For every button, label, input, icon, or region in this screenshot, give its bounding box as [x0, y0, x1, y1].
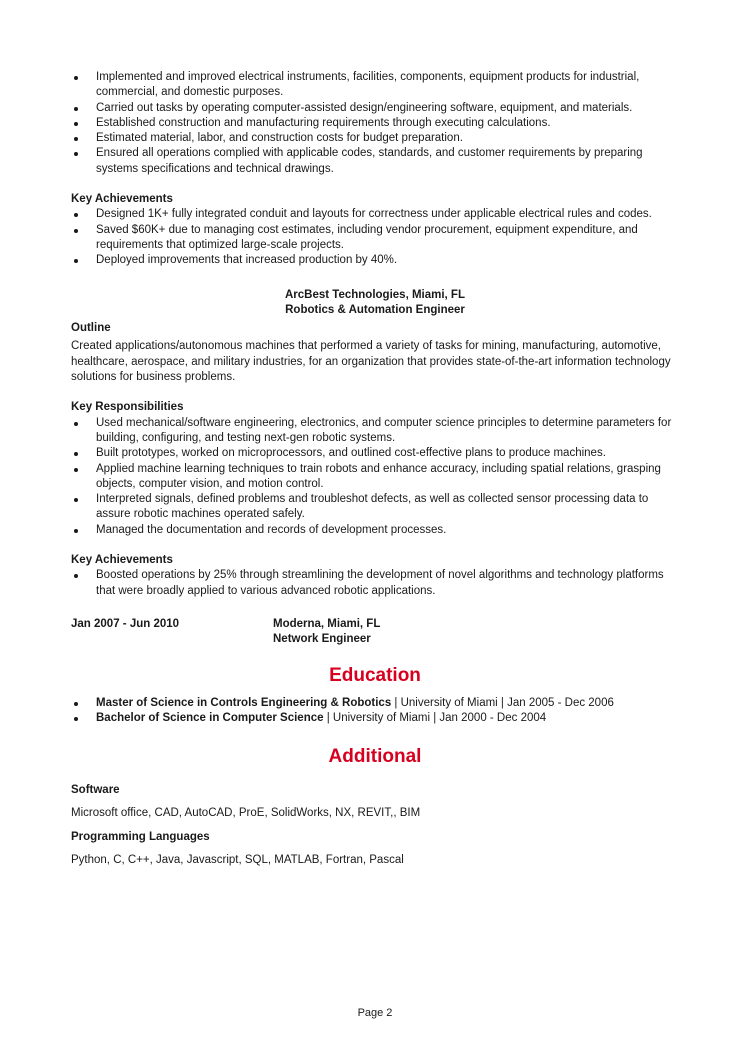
job2-title: Robotics & Automation Engineer [285, 303, 465, 316]
programming-heading: Programming Languages [71, 830, 210, 843]
education-degree: Master of Science in Controls Engineering & Robotics [96, 696, 392, 709]
list-item: Implemented and improved electrical instruments, facilities, components, equipment products for industrial, commercial, and domestic purposes. [71, 70, 679, 101]
job2-achievements-heading: Key Achievements [71, 554, 173, 567]
job3-dates: Jan 2007 - Jun 2010 [71, 617, 180, 630]
list-item: Deployed improvements that increased production by 40%. [71, 253, 679, 268]
list-item: Established construction and manufacturing requirements through executing calculations. [71, 116, 679, 131]
list-item: Saved $60K+ due to managing cost estimates, including vendor procurement, equipment expenditure, and requirements that optimized large-scale projects. [71, 223, 679, 254]
education-heading: Education [329, 664, 421, 686]
list-item: Boosted operations by 25% through streamlining the development of novel algorithms and technology platforms that were broadly applied to various advanced robotic applications. [71, 568, 679, 599]
list-item: Managed the documentation and records of development processes. [71, 523, 679, 538]
education-item [71, 696, 679, 711]
education-list [71, 696, 679, 727]
list-item: Used mechanical/software engineering, electronics, and computer science principles to determine parameters for building, configuring, and testing next-gen robotic systems. [71, 416, 679, 447]
job3-header [71, 617, 679, 648]
resume-content [71, 70, 679, 868]
education-details: | University of Miami | Jan 2000 - Dec 2004 [323, 711, 547, 724]
job2-company: ArcBest Technologies, Miami, FL [285, 288, 465, 301]
list-item: Interpreted signals, defined problems and troubleshot defects, as well as collected sensor processing data to assure robotic machines operated safely. [71, 492, 679, 523]
programming-text: Python, C, C++, Java, Javascript, SQL, MATLAB, Fortran, Pascal [71, 853, 404, 866]
job1-achievements-list [71, 207, 679, 268]
job2-responsibilities-heading: Key Responsibilities [71, 401, 184, 414]
job2-outline-text: Created applications/autonomous machines that performed a variety of tasks for mining, manufacturing, automotive, healthcare, aerospace, and military industries, for an organization that provides state-of-the-art information technology solutions for business problems. [71, 340, 671, 384]
job3-company: Moderna, Miami, FL [273, 617, 381, 630]
list-item: Applied machine learning techniques to train robots and enhance accuracy, including spatial relations, grasping objects, computer vision, and motion control. [71, 462, 679, 493]
job2-header [71, 288, 679, 319]
education-degree: Bachelor of Science in Computer Science [96, 711, 324, 724]
job1-responsibilities-list [71, 70, 679, 177]
page-number: Page 2 [357, 1007, 393, 1019]
additional-heading: Additional [328, 746, 422, 768]
list-item: Designed 1K+ fully integrated conduit and layouts for correctness under applicable electrical rules and codes. [71, 207, 679, 222]
list-item: Carried out tasks by operating computer-assisted design/engineering software, equipment, and materials. [71, 101, 679, 116]
list-item: Ensured all operations complied with applicable codes, standards, and customer requirements by preparing systems specifications and technical drawings. [71, 146, 679, 177]
job3-title: Network Engineer [273, 633, 371, 646]
job2-achievements-list [71, 568, 679, 599]
job2-responsibilities-list [71, 416, 679, 538]
education-item [71, 711, 679, 726]
job1-achievements-heading: Key Achievements [71, 193, 173, 206]
job3-info [273, 617, 380, 648]
list-item: Estimated material, labor, and construction costs for budget preparation. [71, 131, 679, 146]
list-item: Built prototypes, worked on microprocessors, and outlined cost-effective plans to produce machines. [71, 446, 679, 461]
software-text: Microsoft office, CAD, AutoCAD, ProE, SolidWorks, NX, REVIT,, BIM [71, 807, 421, 820]
software-heading: Software [71, 784, 120, 797]
education-details: | University of Miami | Jan 2005 - Dec 2006 [391, 696, 614, 709]
job2-outline-heading: Outline [71, 322, 111, 335]
